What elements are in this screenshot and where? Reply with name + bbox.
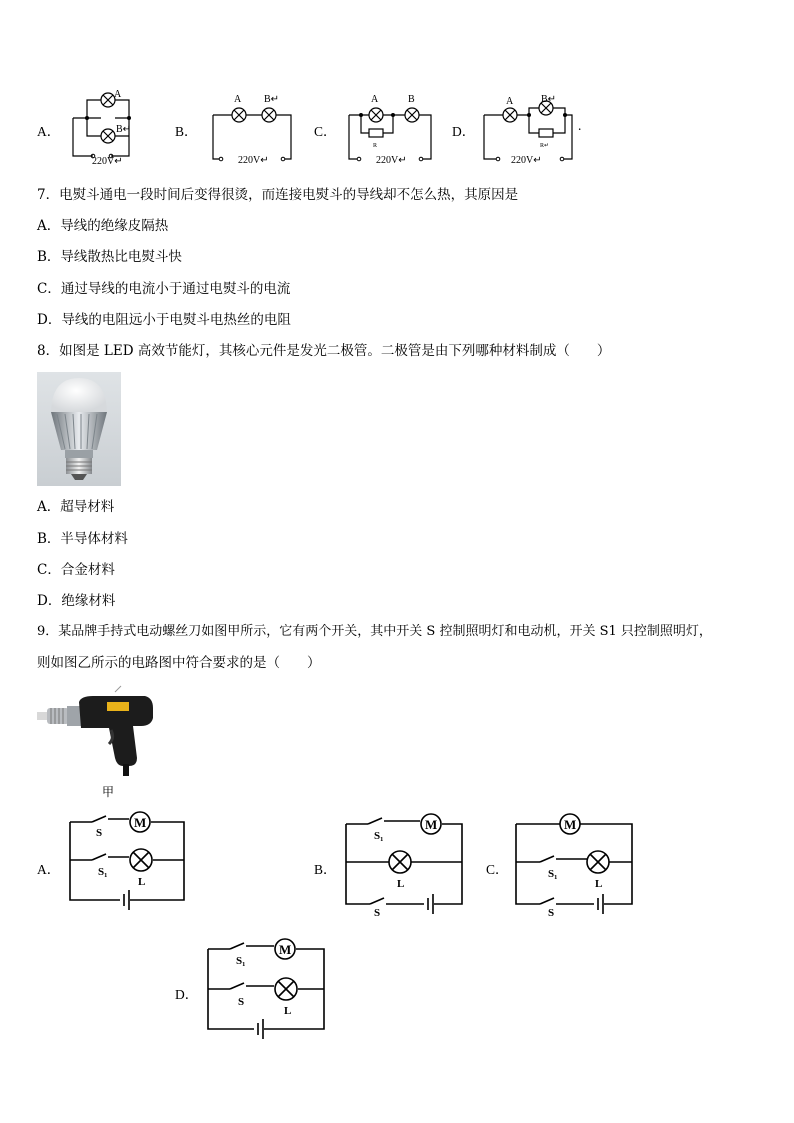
q9a-lamp-label: L — [138, 876, 146, 888]
q6d-voltage-label: 220V↵ — [511, 155, 542, 166]
q9b-motor-label: M — [425, 817, 438, 832]
q9b-s-label: S — [374, 907, 381, 919]
q6-option-c-letter: C． — [314, 124, 337, 139]
q6-circuit-b — [205, 90, 300, 166]
q6c-voltage-label: 220V↵ — [376, 155, 407, 166]
q6-circuit-c — [343, 90, 438, 166]
q9d-s-label: S — [238, 996, 245, 1008]
q6b-lamp-b-label: B↵ — [264, 94, 280, 105]
q9c-s-label: S — [548, 907, 555, 919]
q9-stem-line2: 则如图乙所示的电路图中符合要求的是（ ） — [37, 655, 321, 671]
q9b-lamp-label: L — [397, 878, 405, 890]
q9d-s1-label: S₁ — [236, 955, 246, 967]
q8-option-a: A．超导材料 — [37, 499, 115, 515]
q8-stem: 8．如图是 LED 高效节能灯，其核心元件是发光二极管。二极管是由下列哪种材料制成（ ） — [37, 343, 611, 359]
q6d-lamp-a-label: A — [506, 96, 514, 107]
q7-option-a: A．导线的绝缘皮隔热 — [37, 218, 169, 234]
q9a-s1-label: S₁ — [98, 866, 108, 878]
q6d-resistor-label: R↵ — [540, 143, 550, 149]
q9c-s1-label: S₁ — [548, 868, 558, 880]
q6b-lamp-a-label: A — [234, 94, 242, 105]
q6-trailing-dot: . — [578, 118, 582, 133]
q6a-voltage-label: 220V↵ — [92, 156, 123, 167]
q9-option-a-letter: A． — [37, 862, 61, 877]
q6-option-d-letter: D． — [452, 124, 476, 139]
led-bulb-photo — [37, 372, 121, 486]
q7-option-c: C．通过导线的电流小于通过电熨斗的电流 — [37, 281, 291, 297]
q6-option-a-letter: A． — [37, 124, 61, 139]
q6d-lamp-b-label: B↵ — [541, 94, 557, 105]
q8-option-d: D．绝缘材料 — [37, 593, 116, 609]
q6-circuit-a — [65, 88, 145, 166]
q9a-s-label: S — [96, 827, 103, 839]
q9b-s1-label: S₁ — [374, 830, 384, 842]
q9-option-d-letter: D． — [175, 987, 199, 1002]
q9a-motor-label: M — [134, 815, 147, 830]
q8-option-c: C．合金材料 — [37, 562, 115, 578]
q9c-motor-label: M — [564, 817, 577, 832]
q9-option-b-letter: B． — [314, 862, 337, 877]
q9-circuit-d — [202, 937, 330, 1041]
q9-circuit-a — [64, 812, 189, 914]
q8-option-b: B．半导体材料 — [37, 531, 128, 547]
q9-photo-caption: 甲 — [102, 785, 115, 799]
q6-circuit-d — [478, 90, 578, 166]
q9-circuit-c — [510, 812, 638, 919]
q9d-lamp-label: L — [284, 1005, 292, 1017]
q6c-resistor-label: R — [373, 143, 378, 149]
q9-stem-line1: 9．某品牌手持式电动螺丝刀如图甲所示，它有两个开关，其中开关 S 控制照明灯和电动机，开关 S1 只控制照明灯， — [37, 624, 712, 639]
q9d-motor-label: M — [279, 942, 292, 957]
q7-stem: 7．电熨斗通电一段时间后变得很烫，而连接电熨斗的导线却不怎么热，其原因是 — [37, 187, 519, 203]
q6-option-b-letter: B． — [175, 124, 198, 139]
led-bulb-icon — [37, 372, 121, 486]
screwdriver-photo — [37, 686, 157, 780]
q9-circuit-b — [340, 812, 468, 919]
q7-option-b: B．导线散热比电熨斗快 — [37, 249, 182, 265]
q9-option-c-letter: C． — [486, 862, 509, 877]
q6a-lamp-a-label: A — [114, 89, 122, 100]
screwdriver-icon — [37, 686, 157, 780]
q6a-lamp-b-label: B↵ — [116, 124, 132, 135]
q9c-lamp-label: L — [595, 878, 603, 890]
q6c-lamp-a-label: A — [371, 94, 379, 105]
q6b-voltage-label: 220V↵ — [238, 155, 269, 166]
q7-option-d: D．导线的电阻远小于电熨斗电热丝的电阻 — [37, 312, 291, 328]
q6c-lamp-b-label: B — [408, 94, 415, 105]
